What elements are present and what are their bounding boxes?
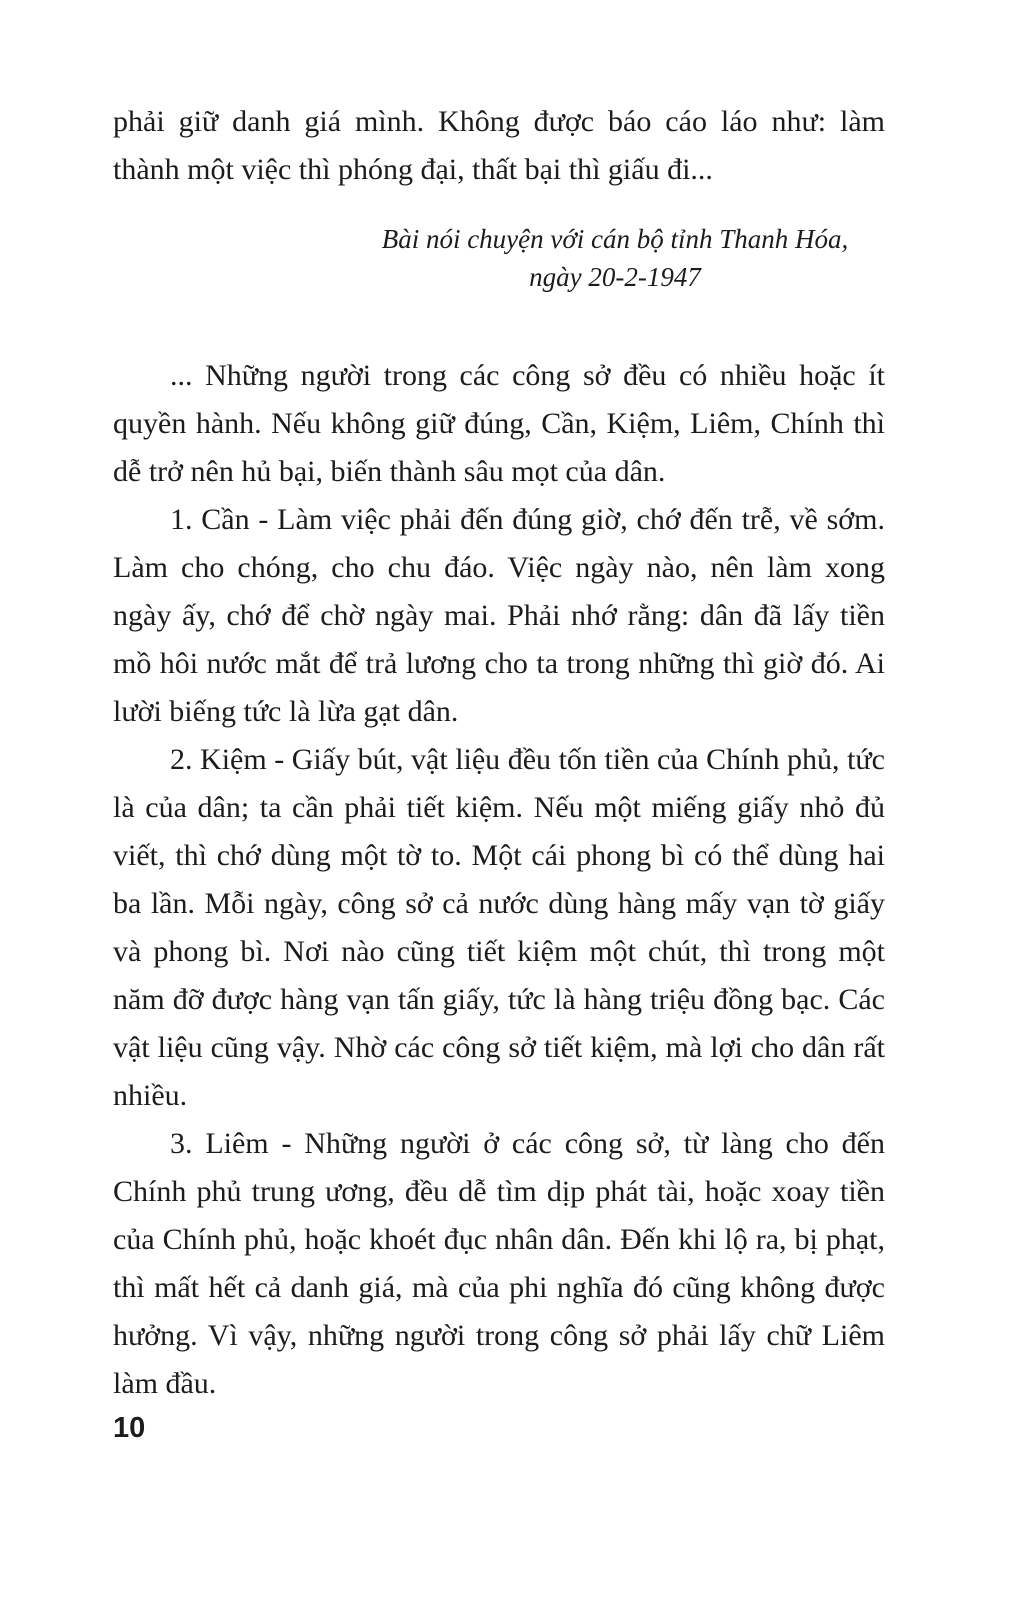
paragraph-kiem: 2. Kiệm - Giấy bút, vật liệu đều tốn tiền của Chính phủ, tức là của dân; ta cần phải tiết kiệm. Nếu một miếng giấy nhỏ đủ viết, thì chớ dùng một tờ to. Một cái phong bì có thể dùng hai ba lần. Mỗi ngày, công sở cả nước dùng hàng mấy vạn tờ giấy và phong bì. Nơi nào cũng tiết kiệm một chút, thì trong một năm đỡ được hàng vạn tấn giấy, tức là hàng triệu đồng bạc. Các vật liệu cũng vậy. Nhờ các công sở tiết kiệm, mà lợi cho dân rất nhiều.	[113, 743, 885, 1112]
paragraph-can: 1. Cần - Làm việc phải đến đúng giờ, chớ đến trễ, về sớm. Làm cho chóng, cho chu đáo. Việc ngày nào, nên làm xong ngày ấy, chớ để chờ ngày mai. Phải nhớ rằng: dân đã lấy tiền mồ hôi nước mắt để trả lương cho ta trong những thì giờ đó. Ai lười biếng tức là lừa gạt dân.	[113, 503, 885, 728]
text-column	[113, 98, 885, 1408]
paragraph-quyen-hanh: ... Những người trong các công sở đều có nhiều hoặc ít quyền hành. Nếu không giữ đúng, Cần, Kiệm, Liêm, Chính thì dễ trở nên hủ bại, biến thành sâu mọt của dân.	[113, 359, 885, 488]
citation-line-1: Bài nói chuyện với cán bộ tỉnh Thanh Hóa,	[381, 224, 849, 254]
page-number: 10	[113, 1412, 146, 1444]
source-citation	[113, 220, 885, 296]
paragraph-continuation: phải giữ danh giá mình. Không được báo cáo láo như: làm thành một việc thì phóng đại, thất bại thì giấu đi...	[113, 105, 885, 186]
paragraph-liem: 3. Liêm - Những người ở các công sở, từ làng cho đến Chính phủ trung ương, đều dễ tìm dịp phát tài, hoặc xoay tiền của Chính phủ, hoặc khoét đục nhân dân. Đến khi lộ ra, bị phạt, thì mất hết cả danh giá, mà của phi nghĩa đó cũng không được hưởng. Vì vậy, những người trong công sở phải lấy chữ Liêm làm đầu.	[113, 1127, 885, 1400]
citation-line-2: ngày 20-2-1947	[529, 262, 701, 292]
